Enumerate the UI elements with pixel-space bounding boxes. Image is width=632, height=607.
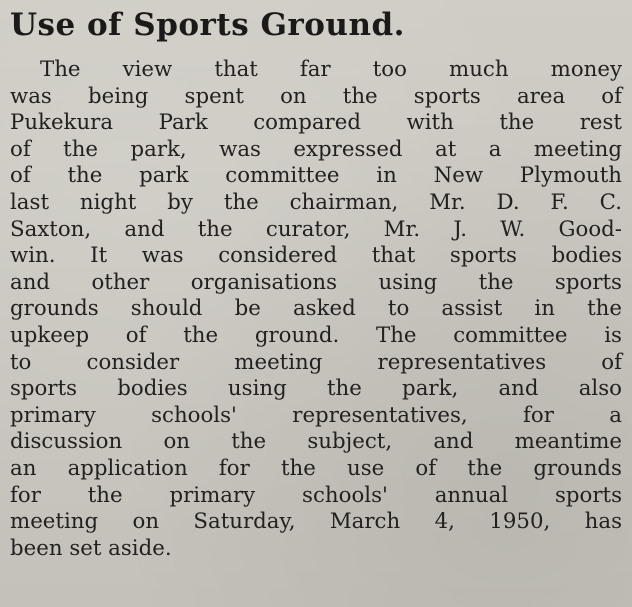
article-body: [10, 57, 622, 562]
article-line: Saxton, and the curator, Mr. J. W. Good-: [10, 216, 622, 242]
article-line: an application for the use of the grounds: [10, 455, 622, 481]
article-line: to consider meeting representatives of: [10, 349, 622, 375]
article-line: primary schools' representatives, for a: [10, 402, 622, 428]
article-line: meeting on Saturday, March 4, 1950, has: [10, 509, 622, 535]
article-line: of the park committee in New Plymouth: [10, 163, 622, 189]
article-line: sports bodies using the park, and also: [10, 376, 622, 402]
article-line: The view that far too much money: [40, 57, 622, 82]
article-line: been set aside.: [10, 535, 172, 561]
article-headline: Use of Sports Ground.: [10, 7, 405, 43]
article-line: last night by the chairman, Mr. D. F. C.: [10, 189, 622, 215]
article-line: grounds should be asked to assist in the: [10, 296, 622, 322]
article-line: of the park, was expressed at a meeting: [10, 136, 622, 162]
article-line: win. It was considered that sports bodies: [10, 243, 622, 269]
article-line: and other organisations using the sports: [10, 269, 622, 295]
article-line: Pukekura Park compared with the rest: [10, 110, 622, 136]
article-line: was being spent on the sports area of: [10, 83, 622, 109]
article-line: for the primary schools' annual sports: [10, 482, 622, 508]
article-line: discussion on the subject, and meantime: [10, 429, 622, 455]
article-line: upkeep of the ground. The committee is: [10, 322, 622, 348]
